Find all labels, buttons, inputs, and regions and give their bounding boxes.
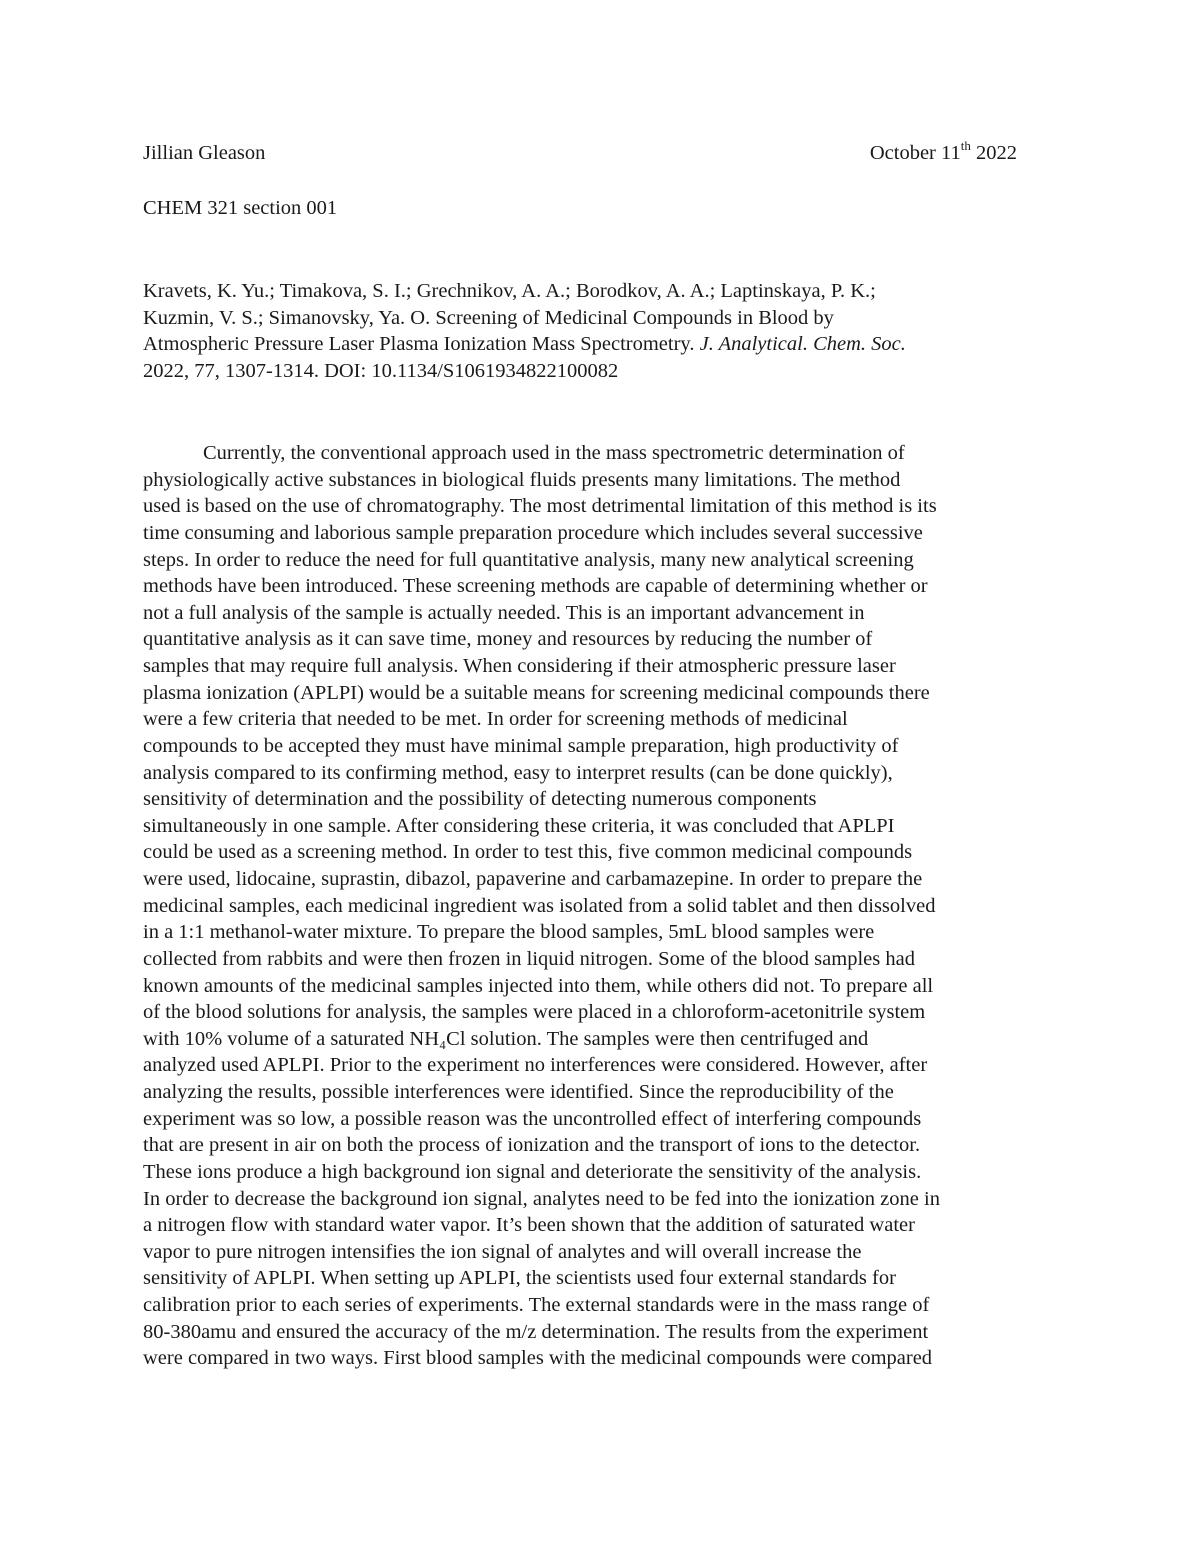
body-line: could be used as a screening method. In order to test this, five common medicinal compounds — [143, 841, 913, 864]
body-line: a nitrogen flow with standard water vapor. It’s been shown that the addition of saturated water — [143, 1214, 915, 1237]
body-line: sensitivity of determination and the possibility of detecting numerous components — [143, 788, 817, 811]
body-line: methods have been introduced. These screening methods are capable of determining whether or — [143, 575, 928, 598]
course-label: CHEM 321 section 001 — [143, 197, 338, 219]
body-line: were a few criteria that needed to be met. In order for screening methods of medicinal — [143, 708, 848, 731]
body-line: in a 1:1 methanol-water mixture. To prepare the blood samples, 5mL blood samples were — [143, 921, 875, 944]
body-line: compounds to be accepted they must have minimal sample preparation, high productivity of — [143, 734, 899, 757]
body-line: known amounts of the medicinal samples injected into them, while others did not. To prepare all — [143, 974, 934, 997]
body-line: not a full analysis of the sample is actually needed. This is an important advancement in — [143, 601, 865, 624]
body-line: vapor to pure nitrogen intensifies the ion signal of analytes and will overall increase the — [143, 1240, 862, 1263]
header-line — [143, 138, 1023, 172]
body-line: were used, lidocaine, suprastin, dibazol, papaverine and carbamazepine. In order to prepare the — [143, 868, 923, 890]
body-line: In order to decrease the background ion signal, analytes need to be fed into the ionization zone in — [143, 1187, 940, 1210]
body-line: collected from rabbits and were then frozen in liquid nitrogen. Some of the blood samples had — [143, 947, 915, 970]
citation-line: 2022, 77, 1307-1314. DOI: 10.1134/S1061934822100082 — [143, 359, 619, 382]
body-line: sensitivity of APLPI. When setting up APLPI, the scientists used four external standards for — [143, 1267, 896, 1290]
body-line: physiologically active substances in biological fluids presents many limitations. The method — [143, 468, 901, 491]
body-line: were compared in two ways. First blood samples with the medicinal compounds were compared — [143, 1347, 933, 1370]
body-line: analyzing the results, possible interferences were identified. Since the reproducibility of the — [143, 1081, 894, 1103]
citation-title-end: Atmospheric Pressure Laser Plasma Ionization Mass Spectrometry. — [143, 333, 700, 355]
body-paragraph — [143, 440, 1063, 1372]
body-line: time consuming and laborious sample preparation procedure which includes several successive — [143, 521, 923, 544]
date-ordinal-suffix: th — [960, 138, 971, 153]
body-line: analyzed used APLPI. Prior to the experiment no interferences were considered. However, after — [143, 1054, 928, 1077]
author-name: Jillian Gleason — [143, 142, 266, 164]
date — [869, 138, 1017, 165]
body-line: quantitative analysis as it can save time, money and resources by reducing the number of — [143, 628, 873, 651]
body-line: analysis compared to its confirming method, easy to interpret results (can be done quickly), — [143, 761, 893, 784]
body-line: plasma ionization (APLPI) would be a suitable means for screening medicinal compounds there — [143, 681, 930, 704]
citation-line: Kuzmin, V. S.; Simanovsky, Ya. O. Screening of Medicinal Compounds in Blood by — [143, 306, 834, 329]
citation-line: Kravets, K. Yu.; Timakova, S. I.; Grechnikov, A. A.; Borodkov, A. A.; Laptinskaya, P. K.; — [143, 280, 876, 302]
body-line: medicinal samples, each medicinal ingredient was isolated from a solid tablet and then dissolved — [143, 894, 936, 917]
date-year: 2022 — [970, 142, 1017, 164]
body-line: that are present in air on both the process of ionization and the transport of ions to the detector. — [143, 1134, 921, 1157]
body-line: experiment was so low, a possible reason was the uncontrolled effect of interfering compounds — [143, 1107, 922, 1130]
body-line: 80-380amu and ensured the accuracy of the m/z determination. The results from the experiment — [143, 1320, 929, 1343]
citation-line — [143, 331, 1043, 358]
body-line: used is based on the use of chromatography. The most detrimental limitation of this method is its — [143, 495, 937, 518]
date-month-day: October 11 — [869, 142, 961, 164]
body-line: calibration prior to each series of experiments. The external standards were in the mass range of — [143, 1294, 930, 1316]
body-line: These ions produce a high background ion signal and deteriorate the sensitivity of the analysis. — [143, 1160, 922, 1183]
citation — [143, 278, 1043, 384]
body-line: samples that may require full analysis. When considering if their atmospheric pressure laser — [143, 655, 896, 677]
citation-journal: J. Analytical. Chem. Soc. — [699, 333, 906, 355]
body-line: of the blood solutions for analysis, the samples were placed in a chloroform-acetonitrile system — [143, 1001, 926, 1024]
body-line: steps. In order to reduce the need for full quantitative analysis, many new analytical screening — [143, 548, 914, 571]
body-line: with 10% volume of a saturated NH₄Cl solution. The samples were then centrifuged and — [143, 1027, 869, 1050]
body-line: Currently, the conventional approach used in the mass spectrometric determination of — [203, 442, 905, 464]
body-line: simultaneously in one sample. After considering these criteria, it was concluded that APLPI — [143, 814, 895, 837]
